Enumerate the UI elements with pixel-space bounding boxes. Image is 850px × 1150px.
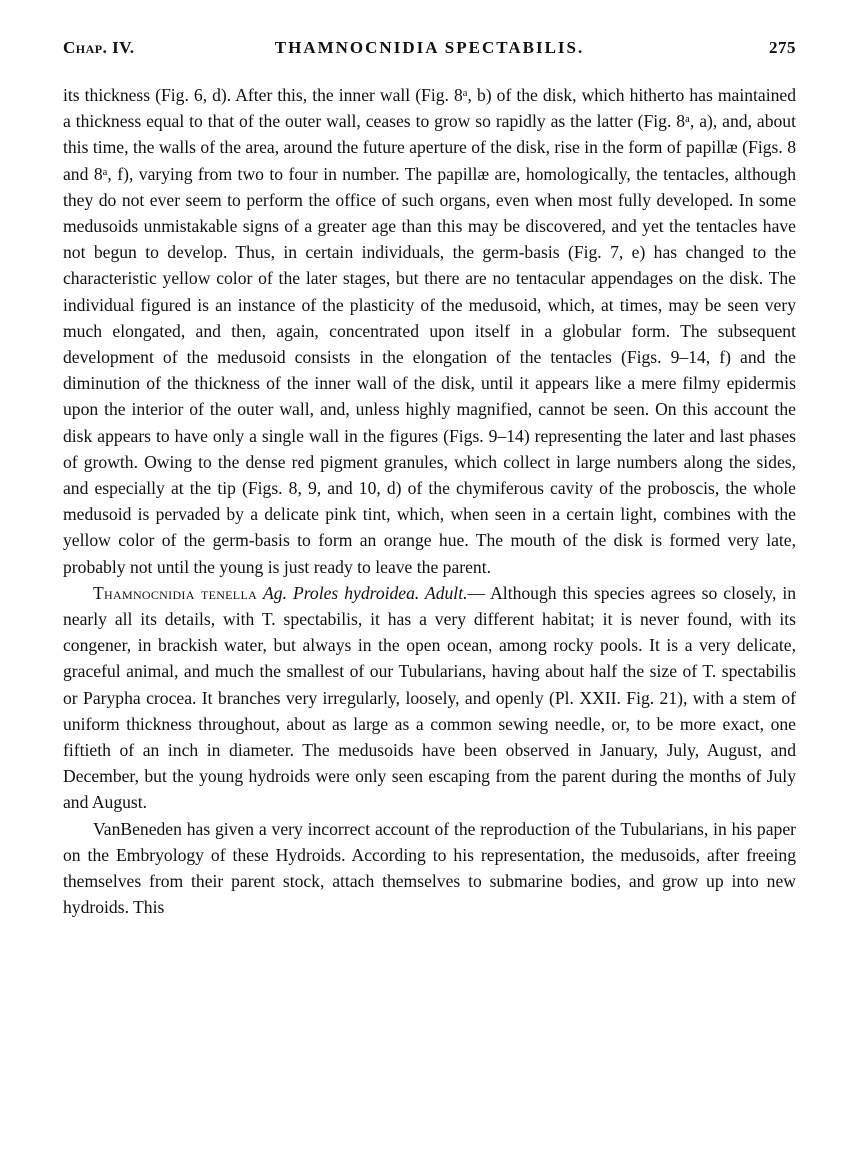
chapter-label: Chap. IV. [63, 38, 135, 57]
paragraph-1: its thickness (Fig. 6, d). After this, the inner wall (Fig. 8ᵃ, b) of the disk, which hitherto has maintained a thickness equal to that of the outer wall, ceases to grow so rapidly as the latter (Fig. 8ᵃ, a), and, about this time, the walls of the area, around the future aperture of the disk, rise in the form of papillæ (Figs. 8 and 8ᵃ, f), varying from two to four in number. The papillæ are, homologically, the tentacles, although they do not ever seem to perform the office of such organs, even when most fully developed. In some medusoids unmistakable signs of a greater age than this may be discovered, and yet the tentacles have not begun to develop. Thus, in certain individuals, the germ-basis (Fig. 7, e) has changed to the characteristic yellow color of the later stages, but there are no tentacular appendages on the disk. The individual figured is an instance of the plasticity of the medusoid, which, at times, may be seen very much elongated, and then, again, concentrated upon itself in a globular form. The subsequent development of the medusoid consists in the elongation of the tentacles (Figs. 9–14, f) and the diminution of the thickness of the inner wall of the disk, until it appears like a mere filmy epidermis upon the interior of the outer wall, and, unless highly magnified, cannot be seen. On this account the disk appears to have only a single wall in the figures (Figs. 9–14) representing the later and last phases of growth. Owing to the dense red pigment granules, which collect in large numbers along the sides, and especially at the tip (Figs. 8, 9, and 10, d) of the chymiferous cavity of the proboscis, the whole medusoid is pervaded by a delicate pink tint, which, when seen in a certain light, combines with the yellow color of the germ-basis to form an orange hue. The mouth of the disk is formed very late, probably not until the young is just ready to leave the parent. [63, 85, 796, 577]
running-header [63, 38, 796, 62]
species-stage: Proles hydroidea. Adult. [292, 582, 468, 603]
species-heading: Thamnocnidia tenella [93, 582, 258, 603]
paragraph-2 [63, 580, 796, 816]
species-author: Ag. [263, 582, 287, 603]
running-title: THAMNOCNIDIA SPECTABILIS. [274, 38, 585, 57]
paragraph-2-text: — Although this species agrees so closely, in nearly all its details, with T. spectabilis, it has a very different habitat; it is never found, with its congener, in brackish water, but always in the open ocean, among rocky pools. It is a very delicate, graceful animal, and much the smallest of our Tubularians, having about half the size of T. spectabilis or Parypha crocea. It branches very irregularly, loosely, and openly (Pl. XXII. Fig. 21), with a stem of uniform thickness throughout, about as large as a common sewing needle, or, to be more exact, one fiftieth of an inch in diameter. The medusoids have been observed in January, July, August, and December, but the young hydroids were only seen escaping from the parent during the months of July and August. [63, 582, 797, 813]
paragraph-3: VanBeneden has given a very incorrect account of the reproduction of the Tubularians, in his paper on the Embryology of these Hydroids. According to his representation, the medusoids, after freeing themselves from their parent stock, attach themselves to submarine bodies, and grow up into new hydroids. This [63, 818, 796, 918]
page-body [63, 82, 796, 921]
page-number: 275 [769, 38, 796, 57]
